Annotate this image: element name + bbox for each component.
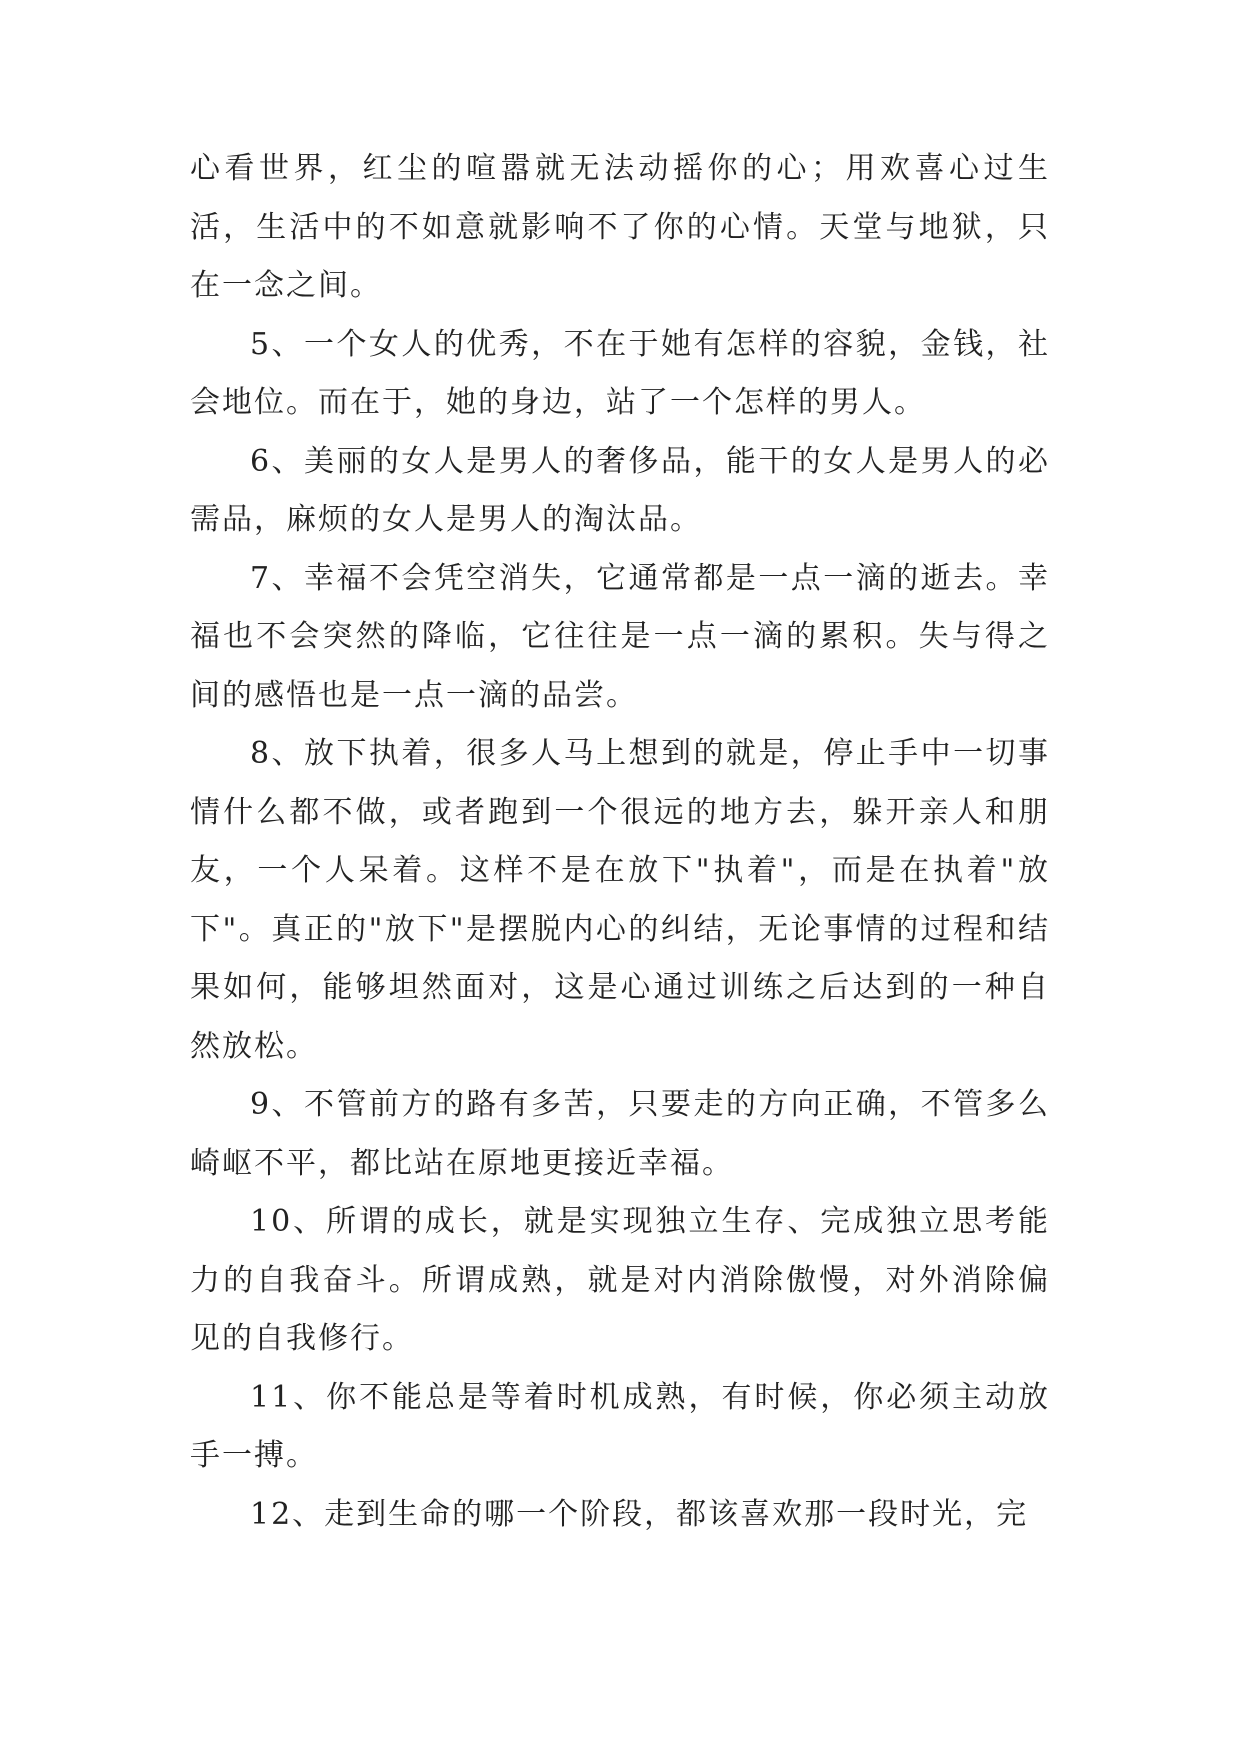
paragraph-8: 8、放下执着，很多人马上想到的就是，停止手中一切事情什么都不做，或者跑到一个很远的地方去，躲开亲人和朋友，一个人呆着。这样不是在放下"执着"，而是在执着"放下"。真正的"放下"是摆脱内心的纠结，无论事情的过程和结果如何，能够坦然面对，这是心通过训练之后达到的一种自然放松。 bbox=[190, 736, 1050, 1064]
paragraph-7: 7、幸福不会凭空消失，它通常都是一点一滴的逝去。幸福也不会突然的降临，它往往是一点一滴的累积。失与得之间的感悟也是一点一滴的品尝。 bbox=[190, 560, 1050, 713]
paragraph-12: 12、走到生命的哪一个阶段，都该喜欢那一段时光，完 bbox=[250, 1496, 1029, 1532]
paragraph-11: 11、你不能总是等着时机成熟，有时候，你必须主动放手一搏。 bbox=[190, 1379, 1050, 1473]
paragraph-6: 6、美丽的女人是男人的奢侈品，能干的女人是男人的必需品，麻烦的女人是男人的淘汰品。 bbox=[190, 443, 1050, 537]
paragraph-9: 9、不管前方的路有多苦，只要走的方向正确，不管多么崎岖不平，都比站在原地更接近幸福。 bbox=[190, 1087, 1050, 1181]
paragraph-5: 5、一个女人的优秀，不在于她有怎样的容貌，金钱，社会地位。而在于，她的身边，站了一个怎样的男人。 bbox=[190, 326, 1050, 420]
paragraph-10: 10、所谓的成长，就是实现独立生存、完成独立思考能力的自我奋斗。所谓成熟，就是对内消除傲慢，对外消除偏见的自我修行。 bbox=[190, 1204, 1050, 1356]
document-body bbox=[190, 140, 1050, 1544]
paragraph-continued: 心看世界，红尘的喧嚣就无法动摇你的心；用欢喜心过生活，生活中的不如意就影响不了你的心情。天堂与地狱，只在一念之间。 bbox=[190, 151, 1050, 303]
